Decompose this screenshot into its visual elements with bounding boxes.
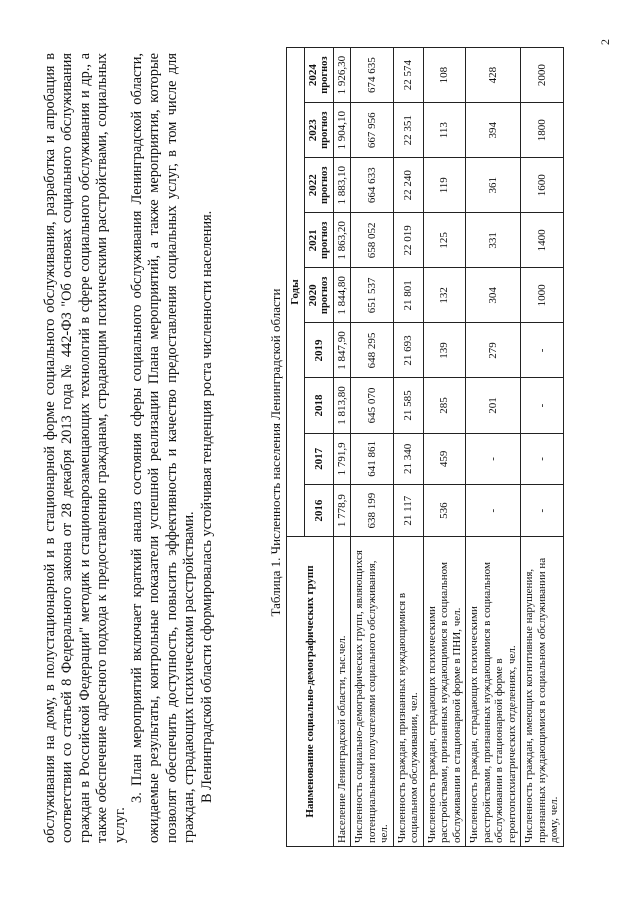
table-row <box>466 48 521 847</box>
year-header: 2019 <box>304 323 333 378</box>
cell-value: 641 861 <box>351 433 394 485</box>
cell-value: - <box>521 433 564 485</box>
paragraph-3: В Ленинградской области сформировалась устойчивая тенденция роста численности населения. <box>198 210 215 803</box>
cell-value: 1 863,20 <box>333 213 351 268</box>
cell-value: 22 019 <box>393 213 423 268</box>
table-header-row <box>287 48 305 847</box>
cell-value: 2000 <box>521 48 564 103</box>
cell-value: - <box>466 433 521 485</box>
cell-value: 651 537 <box>351 268 394 323</box>
cell-value: 1800 <box>521 103 564 158</box>
cell-value: 1 847,90 <box>333 323 351 378</box>
cell-value: 664 633 <box>351 158 394 213</box>
cell-value: 459 <box>423 433 466 485</box>
table-row <box>351 48 394 847</box>
cell-value: 21 117 <box>393 485 423 537</box>
row-label: Численность социально-демографических групп, являющихся потенциальными получателями социального обслуживания, чел. <box>351 537 394 847</box>
year-header: 2023 прогноз <box>304 103 333 158</box>
row-label: Численность граждан, имеющих когнитивные нарушения, признанных нуждающимися в социальном обслуживании на дому, чел. <box>521 537 564 847</box>
header-name-cell: Наименование социально-демографических групп <box>287 537 334 847</box>
cell-value: 645 070 <box>351 378 394 433</box>
row-label: Численность граждан, страдающих психическими расстройствами, признанных нуждающимися в социальном обслуживании в стационарной форме в ПНИ, чел. <box>423 537 466 847</box>
cell-value: 1 813,80 <box>333 378 351 433</box>
cell-value: 361 <box>466 158 521 213</box>
table-row <box>333 48 351 847</box>
cell-value: 125 <box>423 213 466 268</box>
cell-value: 1 778,9 <box>333 485 351 537</box>
year-header: 2016 <box>304 485 333 537</box>
cell-value: 119 <box>423 158 466 213</box>
cell-value: 108 <box>423 48 466 103</box>
table-row <box>393 48 423 847</box>
cell-value: - <box>521 378 564 433</box>
cell-value: 1600 <box>521 158 564 213</box>
row-label: Население Ленинградской области, тыс.чел. <box>333 537 351 847</box>
row-label: Численность граждан, признанных нуждающимися в социальном обслуживании, чел. <box>393 537 423 847</box>
cell-value: 648 295 <box>351 323 394 378</box>
cell-value: 331 <box>466 213 521 268</box>
body-text <box>42 53 216 843</box>
cell-value: 285 <box>423 378 466 433</box>
cell-value: 22 574 <box>393 48 423 103</box>
cell-value: 1 904,10 <box>333 103 351 158</box>
year-header: 2021 прогноз <box>304 213 333 268</box>
cell-value: 536 <box>423 485 466 537</box>
cell-value: 21 801 <box>393 268 423 323</box>
header-years-cell: Годы <box>287 48 305 537</box>
paragraph-1: обслуживания на дому, в полустационарной и в стационарной форме социального обслуживания, разработка и апробация в соответствии со статьей 8 Федерального закона от 28 декабря 2013 года № 442-ФЗ "Об основах социального обслуживания граждан в Российской Федерации" методик и стационарозамещающих технологий в сфере социального обслуживания и др., а также обеспечение адресного подхода к предоставлению гражданам, страдающим психическими расстройствами, социальных услуг. <box>42 53 128 843</box>
cell-value: 1 883,10 <box>333 158 351 213</box>
cell-value: 658 052 <box>351 213 394 268</box>
year-header: 2018 <box>304 378 333 433</box>
cell-value: 21 693 <box>393 323 423 378</box>
cell-value: 279 <box>466 323 521 378</box>
cell-value: 139 <box>423 323 466 378</box>
cell-value: 1000 <box>521 268 564 323</box>
table-row <box>423 48 466 847</box>
cell-value: 304 <box>466 268 521 323</box>
year-header: 2020 прогноз <box>304 268 333 323</box>
table-caption: Таблица 1. Численность населения Ленинградской области <box>268 288 283 617</box>
cell-value: 132 <box>423 268 466 323</box>
table-row <box>521 48 564 847</box>
cell-value: 21 585 <box>393 378 423 433</box>
year-header: 2024 прогноз <box>304 48 333 103</box>
cell-value: - <box>521 323 564 378</box>
cell-value: 1400 <box>521 213 564 268</box>
cell-value: 22 351 <box>393 103 423 158</box>
cell-value: 21 340 <box>393 433 423 485</box>
cell-value: 22 240 <box>393 158 423 213</box>
cell-value: 428 <box>466 48 521 103</box>
cell-value: 667 956 <box>351 103 394 158</box>
paragraph-2: 3. План мероприятий включает краткий анализ состояния сферы социального обслуживания Ленинградской области, ожидаемые результаты, контрольные показатели успешной реализации Плана мероприятий, а также мероприятия, которые позволят обеспечить доступность, повысить эффективность и качество предоставления социальных услуг, в том числе для граждан, страдающих психическими расстройствами. <box>129 53 198 843</box>
cell-value: 1 791,9 <box>333 433 351 485</box>
cell-value: 674 635 <box>351 48 394 103</box>
row-label: Численность граждан, страдающих психическими расстройствами, признанных нуждающимися в социальном обслуживании в стационарной форме в геронтопсихиатрических отделениях, чел. <box>466 537 521 847</box>
cell-value: 1 926,30 <box>333 48 351 103</box>
cell-value: 113 <box>423 103 466 158</box>
cell-value: 638 199 <box>351 485 394 537</box>
year-header: 2022 прогноз <box>304 158 333 213</box>
year-header: 2017 <box>304 433 333 485</box>
page-number: 2 <box>598 39 612 45</box>
cell-value: 394 <box>466 103 521 158</box>
cell-value: 201 <box>466 378 521 433</box>
population-table <box>286 47 564 847</box>
cell-value: - <box>466 485 521 537</box>
cell-value: - <box>521 485 564 537</box>
cell-value: 1 844,80 <box>333 268 351 323</box>
